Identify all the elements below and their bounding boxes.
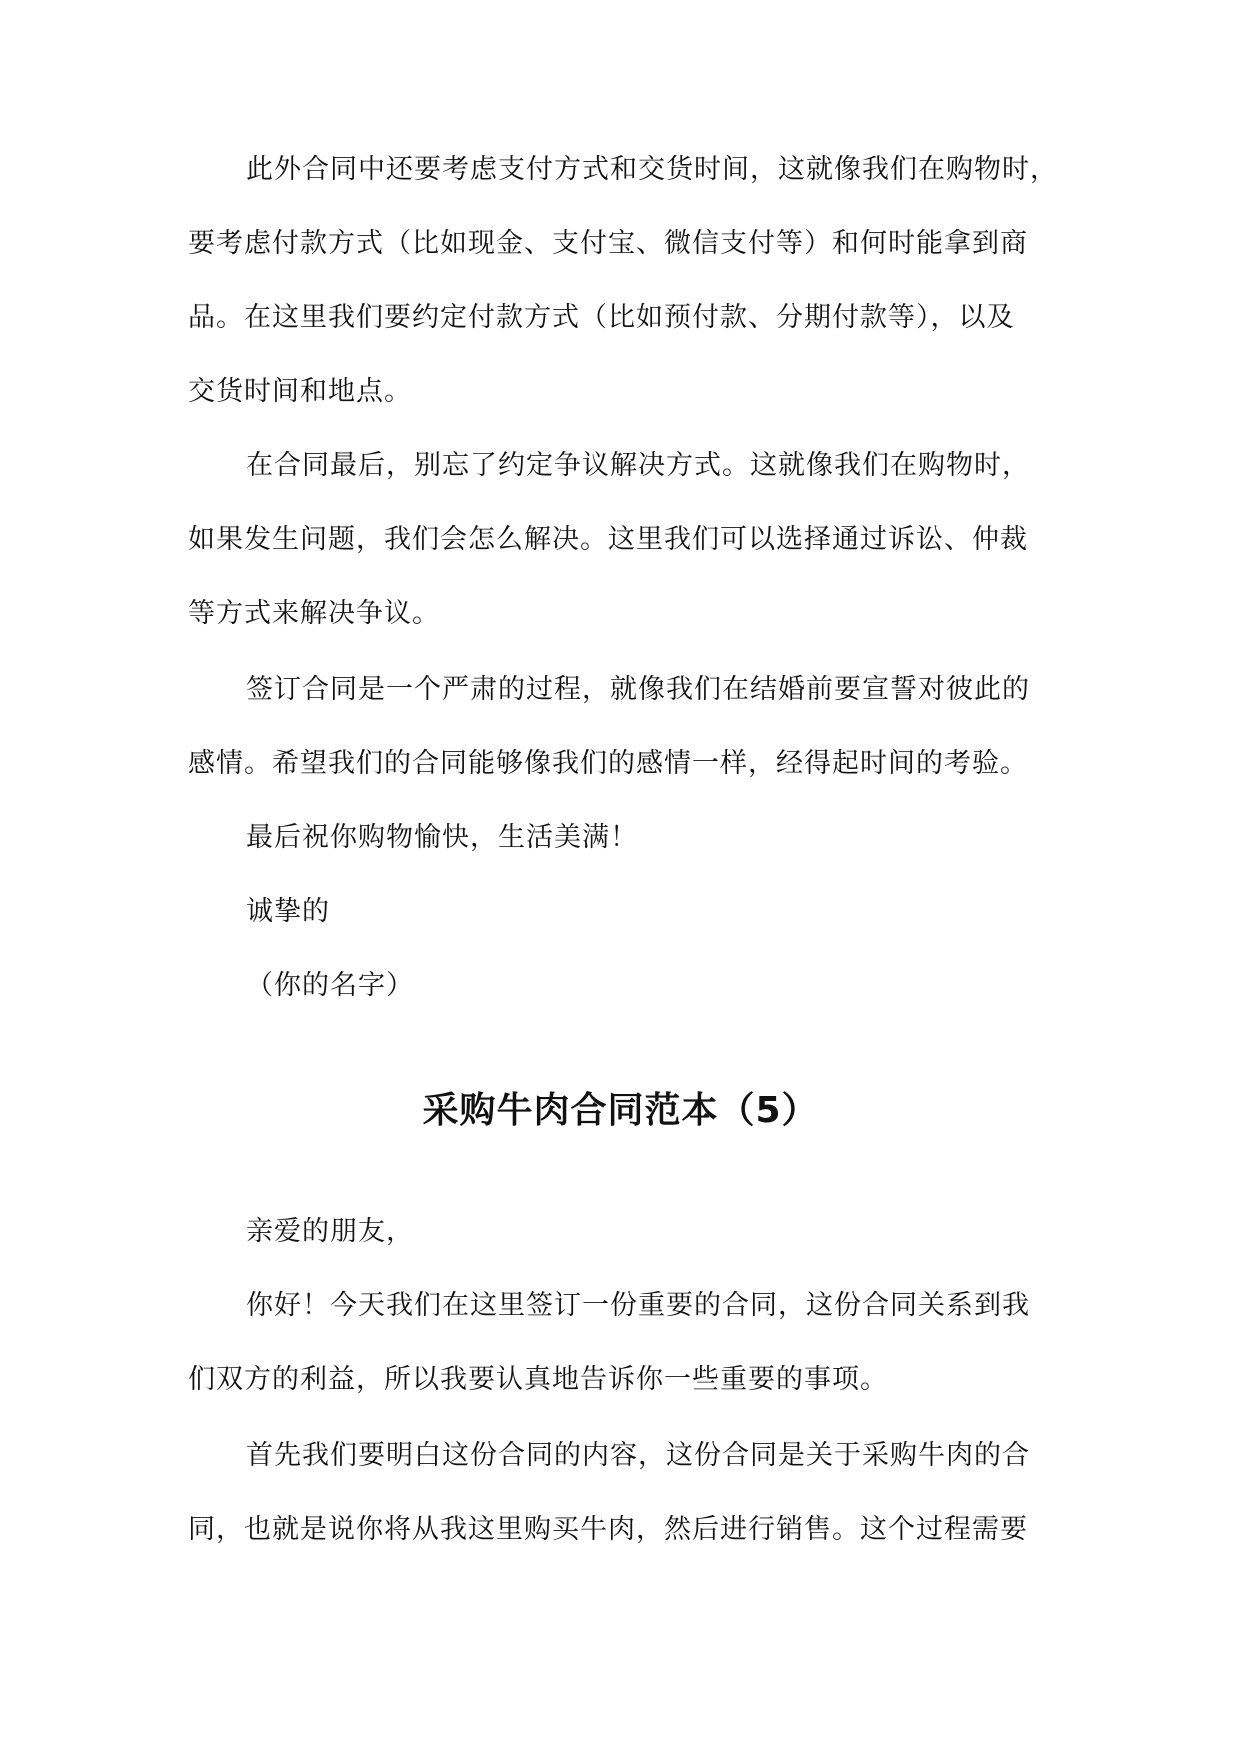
paragraph-line: 如果发生问题，我们会怎么解决。这里我们可以选择通过诉讼、仲裁 <box>188 524 1028 555</box>
paragraph-line: 此外合同中还要考虑支付方式和交货时间，这就像我们在购物时， <box>246 154 1058 185</box>
paragraph-line: 等方式来解决争议。 <box>188 598 440 629</box>
paragraph-line: 要考虑付款方式（比如现金、支付宝、微信支付等）和何时能拿到商 <box>188 228 1028 259</box>
signature-placeholder: （你的名字） <box>246 970 414 1001</box>
paragraph-line: 同，也就是说你将从我这里购买牛肉，然后进行销售。这个过程需要 <box>188 1514 1028 1545</box>
paragraph-line: 交货时间和地点。 <box>188 376 412 407</box>
paragraph-line: 在合同最后，别忘了约定争议解决方式。这就像我们在购物时， <box>246 450 1030 481</box>
sign-off: 诚挚的 <box>246 896 330 927</box>
paragraph-line: 品。在这里我们要约定付款方式（比如预付款、分期付款等），以及 <box>188 302 1015 333</box>
greeting: 亲爱的朋友， <box>246 1216 414 1247</box>
paragraph-line: 们双方的利益，所以我要认真地告诉你一些重要的事项。 <box>188 1364 888 1395</box>
closing-wish: 最后祝你购物愉快，生活美满！ <box>246 822 638 853</box>
paragraph-line: 感情。希望我们的合同能够像我们的感情一样，经得起时间的考验。 <box>188 748 1028 779</box>
paragraph-line: 你好！今天我们在这里签订一份重要的合同，这份合同关系到我 <box>246 1290 1030 1321</box>
paragraph-line: 首先我们要明白这份合同的内容，这份合同是关于采购牛肉的合 <box>246 1440 1030 1471</box>
section-title: 采购牛肉合同范本（5） <box>422 1090 819 1131</box>
paragraph-line: 签订合同是一个严肃的过程，就像我们在结婚前要宣誓对彼此的 <box>246 674 1030 705</box>
